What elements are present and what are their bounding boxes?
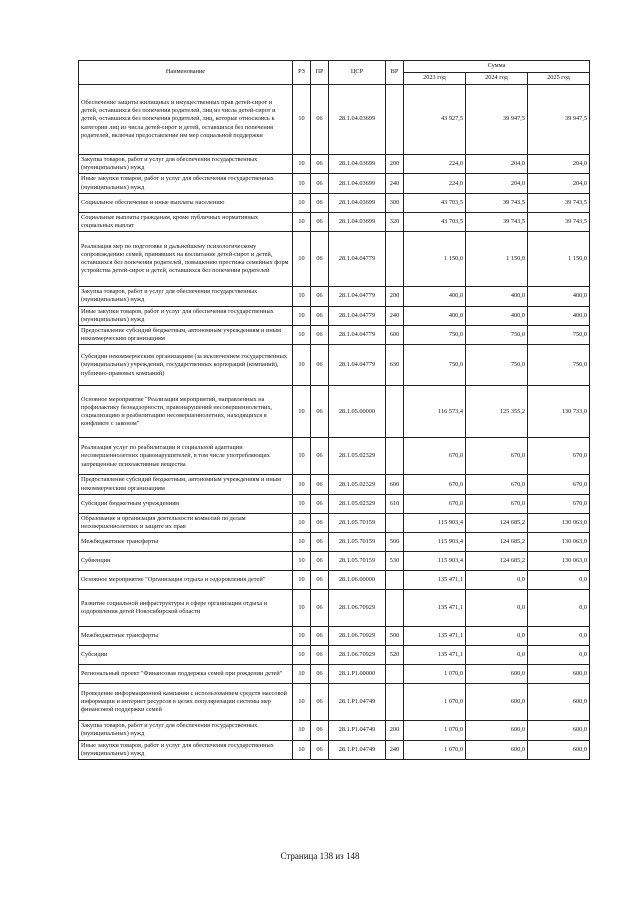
page-number: Страница 138 из 148 bbox=[280, 851, 360, 861]
row-pr-cell: 06 bbox=[311, 438, 329, 475]
row-rz-cell: 10 bbox=[293, 571, 311, 590]
table-row bbox=[79, 571, 590, 590]
row-2025-cell: 600,0 bbox=[528, 740, 590, 759]
row-csr-cell: 28.1.05.02329 bbox=[329, 438, 386, 475]
row-2023-cell: 224,0 bbox=[404, 174, 466, 193]
row-2023-cell: 224,0 bbox=[404, 155, 466, 174]
row-pr-cell: 06 bbox=[311, 627, 329, 646]
header-year-2023: 2023 год bbox=[404, 73, 466, 85]
row-2025-cell: 0,0 bbox=[528, 627, 590, 646]
row-pr-cell: 06 bbox=[311, 590, 329, 627]
row-2025-cell: 400,0 bbox=[528, 287, 590, 306]
row-vr-cell: 240 bbox=[386, 174, 404, 193]
row-pr-cell: 06 bbox=[311, 721, 329, 740]
row-pr-cell: 06 bbox=[311, 513, 329, 532]
row-vr-cell: 520 bbox=[386, 646, 404, 665]
row-rz-cell: 10 bbox=[293, 287, 311, 306]
row-pr-cell: 06 bbox=[311, 740, 329, 759]
row-pr-cell: 06 bbox=[311, 212, 329, 231]
table-row bbox=[79, 494, 590, 513]
row-2024-cell: 1 150,0 bbox=[466, 232, 528, 287]
row-vr-cell: 300 bbox=[386, 193, 404, 212]
row-rz-cell: 10 bbox=[293, 513, 311, 532]
row-csr-cell: 28.1.04.03699 bbox=[329, 212, 386, 231]
row-rz-cell: 10 bbox=[293, 590, 311, 627]
row-name-cell: Закупка товаров, работ и услуг для обеспечения государственных (муниципальных) нужд bbox=[79, 721, 293, 740]
row-pr-cell: 06 bbox=[311, 571, 329, 590]
table-row bbox=[79, 646, 590, 665]
row-2025-cell: 750,0 bbox=[528, 345, 590, 386]
row-vr-cell: 530 bbox=[386, 552, 404, 571]
table-row bbox=[79, 386, 590, 438]
row-pr-cell: 06 bbox=[311, 646, 329, 665]
row-2025-cell: 39 947,5 bbox=[528, 85, 590, 155]
table-row bbox=[79, 684, 590, 721]
row-2024-cell: 125 355,2 bbox=[466, 386, 528, 438]
row-name-cell: Иные закупки товаров, работ и услуг для обеспечения государственных (муниципальных) нужд bbox=[79, 174, 293, 193]
row-rz-cell: 10 bbox=[293, 174, 311, 193]
row-csr-cell: 28.1.04.03699 bbox=[329, 155, 386, 174]
row-pr-cell: 06 bbox=[311, 287, 329, 306]
row-2023-cell: 115 903,4 bbox=[404, 552, 466, 571]
row-2023-cell: 135 471,1 bbox=[404, 571, 466, 590]
row-2023-cell: 115 903,4 bbox=[404, 533, 466, 552]
table-row bbox=[79, 721, 590, 740]
row-vr-cell: 320 bbox=[386, 212, 404, 231]
header-year-2025: 2025 год bbox=[528, 73, 590, 85]
row-vr-cell bbox=[386, 232, 404, 287]
row-2024-cell: 600,0 bbox=[466, 684, 528, 721]
row-name-cell: Предоставление субсидий бюджетным, автономным учреждениям и иным некоммерческим организациям bbox=[79, 326, 293, 345]
row-csr-cell: 28.1.04.04779 bbox=[329, 326, 386, 345]
row-csr-cell: 28.1.P1.04749 bbox=[329, 684, 386, 721]
budget-table bbox=[78, 60, 590, 760]
table-row bbox=[79, 155, 590, 174]
table-row bbox=[79, 85, 590, 155]
row-pr-cell: 06 bbox=[311, 494, 329, 513]
row-name-cell: Субсидии некоммерческим организациям (за исключением государственных (муниципальных) учреждений, государственных корпораций (компаний), публично-правовых компаний) bbox=[79, 345, 293, 386]
table-row bbox=[79, 326, 590, 345]
row-rz-cell: 10 bbox=[293, 552, 311, 571]
row-2024-cell: 400,0 bbox=[466, 287, 528, 306]
row-rz-cell: 10 bbox=[293, 155, 311, 174]
row-rz-cell: 10 bbox=[293, 475, 311, 494]
row-2024-cell: 124 685,2 bbox=[466, 533, 528, 552]
row-2025-cell: 130 063,0 bbox=[528, 513, 590, 532]
row-name-cell: Проведение информационной кампании с использованием средств массовой информации и интернет ресурсов в целях популяризации системы мер финансовой поддержки семей bbox=[79, 684, 293, 721]
row-name-cell: Основное мероприятие "Реализация мероприятий, направленных на профилактику безнадзорности, правонарушений несовершеннолетних, социализацию и реабилитацию несовершеннолетних, находящихся в конфликте с законом" bbox=[79, 386, 293, 438]
row-vr-cell bbox=[386, 85, 404, 155]
row-pr-cell: 06 bbox=[311, 684, 329, 721]
row-csr-cell: 28.1.04.04779 bbox=[329, 345, 386, 386]
row-csr-cell: 28.1.04.03699 bbox=[329, 193, 386, 212]
row-rz-cell: 10 bbox=[293, 684, 311, 721]
row-vr-cell bbox=[386, 571, 404, 590]
table-row bbox=[79, 287, 590, 306]
row-2024-cell: 204,0 bbox=[466, 155, 528, 174]
row-vr-cell: 610 bbox=[386, 494, 404, 513]
row-pr-cell: 06 bbox=[311, 85, 329, 155]
row-pr-cell: 06 bbox=[311, 345, 329, 386]
row-vr-cell bbox=[386, 590, 404, 627]
row-csr-cell: 28.1.04.04779 bbox=[329, 287, 386, 306]
row-2024-cell: 600,0 bbox=[466, 665, 528, 684]
row-csr-cell: 28.1.05.02329 bbox=[329, 494, 386, 513]
row-2024-cell: 670,0 bbox=[466, 475, 528, 494]
header-vr: ВР bbox=[386, 61, 404, 85]
table-row bbox=[79, 513, 590, 532]
row-2023-cell: 135 471,1 bbox=[404, 646, 466, 665]
table-row bbox=[79, 438, 590, 475]
header-rz: РЗ bbox=[293, 61, 311, 85]
row-csr-cell: 28.1.06.70929 bbox=[329, 627, 386, 646]
header-name: Наименование bbox=[79, 61, 293, 85]
row-rz-cell: 10 bbox=[293, 193, 311, 212]
row-2023-cell: 670,0 bbox=[404, 494, 466, 513]
table-row bbox=[79, 306, 590, 325]
row-csr-cell: 28.1.06.00000 bbox=[329, 571, 386, 590]
row-2024-cell: 39 743,5 bbox=[466, 212, 528, 231]
row-name-cell: Образование и организация деятельности комиссий по делам несовершеннолетних и защите их прав bbox=[79, 513, 293, 532]
row-rz-cell: 10 bbox=[293, 212, 311, 231]
row-csr-cell: 28.1.04.04779 bbox=[329, 306, 386, 325]
table-row bbox=[79, 665, 590, 684]
row-name-cell: Обеспечение защиты жилищных и имущественных прав детей-сирот и детей, оставшихся без попечения родителей, лиц из числа детей-сирот и детей, оставшихся без попечения родителей, лиц, которые относились к категории лиц из числа детей-сирот и детей, оставшихся без попечения родителей, включая предоставление им мер социальной поддержки bbox=[79, 85, 293, 155]
row-2025-cell: 670,0 bbox=[528, 494, 590, 513]
row-csr-cell: 28.1.05.02329 bbox=[329, 475, 386, 494]
row-pr-cell: 06 bbox=[311, 306, 329, 325]
row-2025-cell: 130 733,0 bbox=[528, 386, 590, 438]
row-2025-cell: 39 743,5 bbox=[528, 212, 590, 231]
row-2023-cell: 670,0 bbox=[404, 438, 466, 475]
row-2023-cell: 115 903,4 bbox=[404, 513, 466, 532]
row-2025-cell: 600,0 bbox=[528, 665, 590, 684]
row-pr-cell: 06 bbox=[311, 665, 329, 684]
row-rz-cell: 10 bbox=[293, 627, 311, 646]
row-vr-cell bbox=[386, 665, 404, 684]
row-vr-cell: 600 bbox=[386, 475, 404, 494]
row-csr-cell: 28.1.05.70159 bbox=[329, 533, 386, 552]
row-rz-cell: 10 bbox=[293, 306, 311, 325]
row-name-cell: Закупка товаров, работ и услуг для обеспечения государственных (муниципальных) нужд bbox=[79, 287, 293, 306]
row-2024-cell: 400,0 bbox=[466, 306, 528, 325]
row-vr-cell: 500 bbox=[386, 533, 404, 552]
row-csr-cell: 28.1.P1.04749 bbox=[329, 740, 386, 759]
row-pr-cell: 06 bbox=[311, 193, 329, 212]
row-2024-cell: 204,0 bbox=[466, 174, 528, 193]
row-csr-cell: 28.1.P1.04749 bbox=[329, 721, 386, 740]
table-row bbox=[79, 533, 590, 552]
row-name-cell: Иные закупки товаров, работ и услуг для обеспечения государственных (муниципальных) нужд bbox=[79, 740, 293, 759]
row-2025-cell: 670,0 bbox=[528, 475, 590, 494]
table-row bbox=[79, 345, 590, 386]
row-2024-cell: 670,0 bbox=[466, 438, 528, 475]
row-2023-cell: 400,0 bbox=[404, 306, 466, 325]
table-row bbox=[79, 232, 590, 287]
row-name-cell: Предоставление субсидий бюджетным, автономным учреждениям и иным некоммерческим организациям bbox=[79, 475, 293, 494]
row-name-cell: Реализация услуг по реабилитации и социальной адаптации несовершеннолетних правонарушителей, в том числе употребляющих запрещенные психоактивные вещества bbox=[79, 438, 293, 475]
row-2023-cell: 750,0 bbox=[404, 326, 466, 345]
row-2024-cell: 0,0 bbox=[466, 627, 528, 646]
table-row bbox=[79, 193, 590, 212]
row-pr-cell: 06 bbox=[311, 232, 329, 287]
row-2024-cell: 0,0 bbox=[466, 571, 528, 590]
row-2023-cell: 135 471,1 bbox=[404, 627, 466, 646]
row-csr-cell: 28.1.05.70159 bbox=[329, 513, 386, 532]
row-vr-cell: 600 bbox=[386, 326, 404, 345]
row-2025-cell: 0,0 bbox=[528, 571, 590, 590]
row-rz-cell: 10 bbox=[293, 665, 311, 684]
row-2024-cell: 0,0 bbox=[466, 590, 528, 627]
row-rz-cell: 10 bbox=[293, 646, 311, 665]
table-row bbox=[79, 475, 590, 494]
row-name-cell: Иные закупки товаров, работ и услуг для обеспечения государственных (муниципальных) нужд bbox=[79, 306, 293, 325]
row-csr-cell: 28.1.05.70159 bbox=[329, 552, 386, 571]
row-pr-cell: 06 bbox=[311, 552, 329, 571]
row-2024-cell: 600,0 bbox=[466, 721, 528, 740]
row-2025-cell: 400,0 bbox=[528, 306, 590, 325]
header-sum: Сумма bbox=[404, 61, 590, 73]
row-rz-cell: 10 bbox=[293, 438, 311, 475]
row-name-cell: Реализация мер по подготовке и дальнейшему психологическому сопровождению семей, принявших на воспитание детей-сирот и детей, оставшихся без попечения родителей, повышению престижа семейных форм устройства детей-сирот и детей, оставшихся без попечения родителей bbox=[79, 232, 293, 287]
row-vr-cell: 240 bbox=[386, 306, 404, 325]
row-rz-cell: 10 bbox=[293, 326, 311, 345]
row-2024-cell: 600,0 bbox=[466, 740, 528, 759]
row-pr-cell: 06 bbox=[311, 174, 329, 193]
row-2025-cell: 0,0 bbox=[528, 590, 590, 627]
row-rz-cell: 10 bbox=[293, 533, 311, 552]
row-pr-cell: 06 bbox=[311, 155, 329, 174]
row-2025-cell: 600,0 bbox=[528, 721, 590, 740]
row-2025-cell: 130 063,0 bbox=[528, 533, 590, 552]
row-vr-cell bbox=[386, 684, 404, 721]
row-name-cell: Межбюджетные трансферты bbox=[79, 627, 293, 646]
table-row bbox=[79, 740, 590, 759]
row-2025-cell: 204,0 bbox=[528, 155, 590, 174]
row-vr-cell: 500 bbox=[386, 627, 404, 646]
row-2025-cell: 39 743,5 bbox=[528, 193, 590, 212]
row-vr-cell bbox=[386, 438, 404, 475]
budget-document bbox=[78, 60, 589, 760]
row-2025-cell: 0,0 bbox=[528, 646, 590, 665]
row-vr-cell bbox=[386, 513, 404, 532]
row-pr-cell: 06 bbox=[311, 326, 329, 345]
row-csr-cell: 28.1.05.00000 bbox=[329, 386, 386, 438]
row-2023-cell: 1 070,0 bbox=[404, 740, 466, 759]
row-2023-cell: 750,0 bbox=[404, 345, 466, 386]
row-vr-cell: 630 bbox=[386, 345, 404, 386]
header-pr: ПР bbox=[311, 61, 329, 85]
row-pr-cell: 06 bbox=[311, 386, 329, 438]
row-rz-cell: 10 bbox=[293, 85, 311, 155]
row-pr-cell: 06 bbox=[311, 533, 329, 552]
row-pr-cell: 06 bbox=[311, 475, 329, 494]
row-vr-cell: 200 bbox=[386, 287, 404, 306]
row-rz-cell: 10 bbox=[293, 345, 311, 386]
row-vr-cell: 200 bbox=[386, 155, 404, 174]
row-csr-cell: 28.1.04.03699 bbox=[329, 85, 386, 155]
row-vr-cell: 200 bbox=[386, 721, 404, 740]
row-2024-cell: 670,0 bbox=[466, 494, 528, 513]
row-name-cell: Развитие социальной инфраструктуры в сфере организации отдыха и оздоровления детей Новосибирской области bbox=[79, 590, 293, 627]
table-row bbox=[79, 627, 590, 646]
row-csr-cell: 28.1.04.03699 bbox=[329, 174, 386, 193]
row-rz-cell: 10 bbox=[293, 232, 311, 287]
row-2024-cell: 750,0 bbox=[466, 326, 528, 345]
row-rz-cell: 10 bbox=[293, 494, 311, 513]
row-csr-cell: 28.1.06.70929 bbox=[329, 590, 386, 627]
row-name-cell: Социальные выплаты гражданам, кроме публичных нормативных социальных выплат bbox=[79, 212, 293, 231]
row-2024-cell: 124 685,2 bbox=[466, 552, 528, 571]
row-2024-cell: 39 947,5 bbox=[466, 85, 528, 155]
header-csr: ЦСР bbox=[329, 61, 386, 85]
row-2024-cell: 124 685,2 bbox=[466, 513, 528, 532]
row-2023-cell: 43 703,5 bbox=[404, 193, 466, 212]
row-name-cell: Межбюджетные трансферты bbox=[79, 533, 293, 552]
row-2023-cell: 400,0 bbox=[404, 287, 466, 306]
table-body bbox=[79, 85, 590, 760]
row-name-cell: Основное мероприятие "Организация отдыха и оздоровления детей" bbox=[79, 571, 293, 590]
row-2025-cell: 750,0 bbox=[528, 326, 590, 345]
row-vr-cell bbox=[386, 386, 404, 438]
row-2023-cell: 1 150,0 bbox=[404, 232, 466, 287]
row-2025-cell: 600,0 bbox=[528, 684, 590, 721]
row-2023-cell: 135 471,1 bbox=[404, 590, 466, 627]
table-row bbox=[79, 174, 590, 193]
row-name-cell: Субсидии бюджетным учреждениям bbox=[79, 494, 293, 513]
table-row bbox=[79, 212, 590, 231]
row-2024-cell: 0,0 bbox=[466, 646, 528, 665]
row-2023-cell: 1 070,0 bbox=[404, 684, 466, 721]
row-2024-cell: 39 743,5 bbox=[466, 193, 528, 212]
row-rz-cell: 10 bbox=[293, 740, 311, 759]
row-2025-cell: 670,0 bbox=[528, 438, 590, 475]
row-2025-cell: 130 063,0 bbox=[528, 552, 590, 571]
row-csr-cell: 28.1.04.04779 bbox=[329, 232, 386, 287]
row-name-cell: Региональный проект "Финансовая поддержка семей при рождении детей" bbox=[79, 665, 293, 684]
row-2025-cell: 204,0 bbox=[528, 174, 590, 193]
row-2023-cell: 670,0 bbox=[404, 475, 466, 494]
table-row bbox=[79, 590, 590, 627]
row-2023-cell: 43 927,5 bbox=[404, 85, 466, 155]
row-vr-cell: 240 bbox=[386, 740, 404, 759]
row-2025-cell: 1 150,0 bbox=[528, 232, 590, 287]
row-name-cell: Субвенции bbox=[79, 552, 293, 571]
row-2023-cell: 116 573,4 bbox=[404, 386, 466, 438]
row-2023-cell: 43 703,5 bbox=[404, 212, 466, 231]
row-name-cell: Субсидии bbox=[79, 646, 293, 665]
table-row bbox=[79, 552, 590, 571]
row-2024-cell: 750,0 bbox=[466, 345, 528, 386]
row-name-cell: Социальное обеспечение и иные выплаты населению bbox=[79, 193, 293, 212]
row-2023-cell: 1 070,0 bbox=[404, 665, 466, 684]
row-2023-cell: 1 070,0 bbox=[404, 721, 466, 740]
row-rz-cell: 10 bbox=[293, 386, 311, 438]
row-name-cell: Закупка товаров, работ и услуг для обеспечения государственных (муниципальных) нужд bbox=[79, 155, 293, 174]
row-csr-cell: 28.1.P1.00000 bbox=[329, 665, 386, 684]
row-rz-cell: 10 bbox=[293, 721, 311, 740]
row-csr-cell: 28.1.06.70929 bbox=[329, 646, 386, 665]
header-year-2024: 2024 год bbox=[466, 73, 528, 85]
